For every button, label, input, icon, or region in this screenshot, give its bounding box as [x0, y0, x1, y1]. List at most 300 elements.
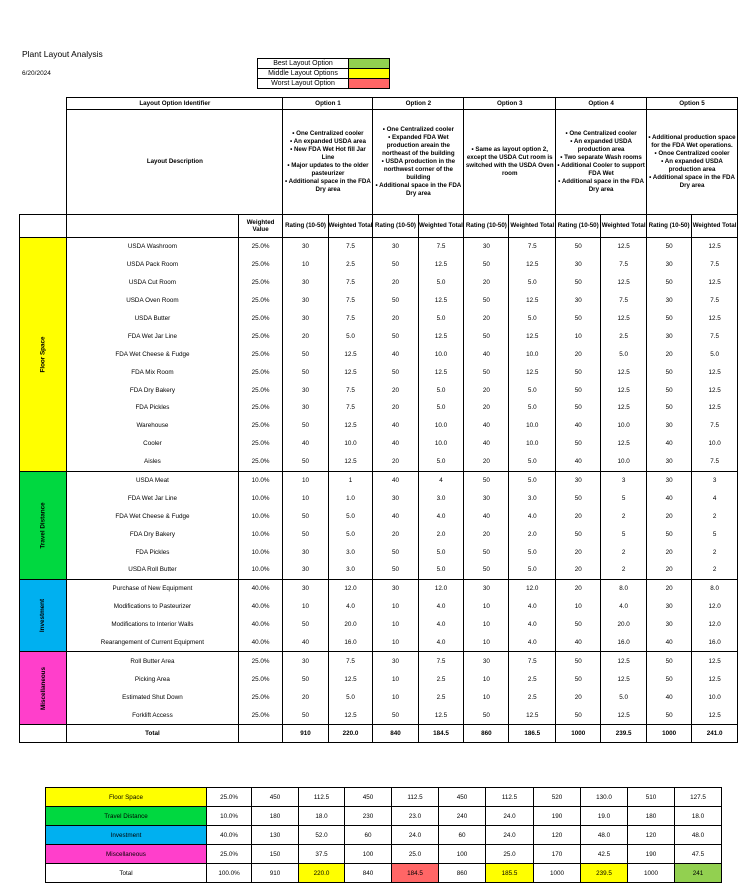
- weighted-total-cell: 10.0: [692, 435, 738, 453]
- rating-cell: 10: [373, 616, 418, 634]
- weighted-total-cell: 5.0: [418, 543, 464, 561]
- rating-cell: 10: [283, 256, 328, 274]
- criteria-row: [20, 363, 738, 381]
- weighted-value: 10.0%: [238, 471, 283, 489]
- weighted-total-header: Weighted Total: [509, 215, 556, 238]
- rating-cell: 10: [464, 634, 509, 652]
- weighted-total-cell: 20.0: [328, 616, 373, 634]
- rating-cell: 50: [556, 238, 601, 256]
- criteria-row: [20, 327, 738, 345]
- weighted-total-cell: 10.0: [509, 435, 556, 453]
- weighted-total-cell: 1.0: [328, 489, 373, 507]
- summary-total-row: [46, 864, 722, 883]
- identifier-header: Layout Option Identifier: [67, 98, 283, 110]
- weighted-total-cell: 12.5: [418, 292, 464, 310]
- rating-header: Rating (10-50): [647, 215, 692, 238]
- weighted-total-header: Weighted Total: [418, 215, 464, 238]
- criteria-row: [20, 598, 738, 616]
- rating-cell: 50: [464, 256, 509, 274]
- weighted-total-cell: 12.5: [601, 274, 647, 292]
- description-line: • One Centralized cooler: [292, 130, 364, 138]
- weighted-total-cell: 12.5: [418, 706, 464, 724]
- weighted-total-cell: 7.5: [692, 256, 738, 274]
- summary-total-cell: 1000: [628, 864, 675, 883]
- rating-cell: 30: [556, 471, 601, 489]
- weighted-total-cell: 5.0: [418, 381, 464, 399]
- weighted-total-cell: 5.0: [418, 274, 464, 292]
- rating-cell: 50: [283, 417, 328, 435]
- rating-cell: 30: [283, 543, 328, 561]
- weighted-total-cell: 2: [601, 507, 647, 525]
- weighted-total-cell: 2.5: [418, 688, 464, 706]
- criteria-row: [20, 471, 738, 489]
- description-line: • Additional space in the FDA Dry area: [649, 173, 735, 189]
- summary-cell: 37.5: [299, 845, 345, 864]
- rating-cell: 10: [464, 616, 509, 634]
- criteria-label: FDA Mix Room: [67, 363, 238, 381]
- criteria-label: FDA Dry Bakery: [67, 381, 238, 399]
- rating-cell: 10: [283, 471, 328, 489]
- weighted-total-cell: 10.0: [692, 688, 738, 706]
- weighted-total-cell: 7.5: [328, 238, 373, 256]
- summary-cell: 180: [628, 807, 675, 826]
- weighted-total-header: Weighted Total: [692, 215, 738, 238]
- weighted-total-cell: 3: [692, 471, 738, 489]
- weighted-total-cell: 2: [692, 543, 738, 561]
- weighted-total-cell: 12.5: [509, 256, 556, 274]
- criteria-row: [20, 435, 738, 453]
- weighted-total-cell: 16.0: [328, 634, 373, 652]
- weighted-total-cell: 7.5: [418, 238, 464, 256]
- report-date: 6/20/2024: [22, 70, 51, 77]
- summary-cell: 60: [439, 826, 486, 845]
- rating-cell: 30: [647, 417, 692, 435]
- rating-cell: 50: [464, 292, 509, 310]
- weighted-total-cell: 10.0: [601, 417, 647, 435]
- weighted-total-cell: 7.5: [692, 417, 738, 435]
- rating-cell: 50: [556, 435, 601, 453]
- criteria-label: FDA Wet Jar Line: [67, 489, 238, 507]
- weighted-total-cell: 8.0: [692, 579, 738, 597]
- rating-cell: 30: [647, 256, 692, 274]
- rating-cell: 20: [373, 274, 418, 292]
- rating-cell: 20: [556, 579, 601, 597]
- weighted-total-cell: 5.0: [328, 688, 373, 706]
- summary-total-weight: 100.0%: [207, 864, 252, 883]
- summary-total-cell: 184.5: [392, 864, 439, 883]
- criteria-row: [20, 652, 738, 670]
- weighted-value: 25.0%: [238, 327, 283, 345]
- weighted-total-cell: 7.5: [328, 652, 373, 670]
- rating-cell: 50: [556, 381, 601, 399]
- weighted-value: 40.0%: [238, 616, 283, 634]
- weighted-value: 25.0%: [238, 435, 283, 453]
- rating-cell: 50: [373, 256, 418, 274]
- weighted-total-cell: 10.0: [601, 453, 647, 471]
- description-line: • Expanded FDA Wet production areain the northeast of the building: [382, 134, 455, 158]
- rating-cell: 20: [556, 543, 601, 561]
- weighted-value-header: Weighted Value: [238, 215, 283, 238]
- rating-cell: 40: [647, 435, 692, 453]
- rating-cell: 10: [373, 670, 418, 688]
- summary-cell: 180: [252, 807, 299, 826]
- rating-cell: 50: [556, 670, 601, 688]
- weighted-value: 25.0%: [238, 238, 283, 256]
- criteria-row: [20, 507, 738, 525]
- weighted-total-cell: 12.5: [509, 363, 556, 381]
- total-cell: 1000: [647, 725, 692, 743]
- rating-cell: 40: [464, 417, 509, 435]
- criteria-row: [20, 543, 738, 561]
- weighted-total-cell: 5.0: [509, 274, 556, 292]
- weighted-total-cell: 5.0: [509, 561, 556, 579]
- summary-category: Travel Distance: [46, 807, 207, 826]
- summary-category: Miscellaneous: [46, 845, 207, 864]
- rating-cell: 20: [464, 274, 509, 292]
- legend-swatch-best: [349, 59, 390, 69]
- description-line: • USDA production in the northwest corner of the building: [381, 158, 456, 181]
- weighted-total-cell: 4: [692, 489, 738, 507]
- header-row: [20, 98, 738, 110]
- option-header: Option 2: [373, 98, 464, 110]
- rating-cell: 30: [556, 292, 601, 310]
- criteria-row: [20, 399, 738, 417]
- rating-cell: 50: [647, 399, 692, 417]
- rating-cell: 50: [283, 345, 328, 363]
- page-title: Plant Layout Analysis: [22, 49, 103, 59]
- rating-cell: 20: [647, 345, 692, 363]
- rating-cell: 50: [283, 363, 328, 381]
- option-description: [647, 110, 738, 215]
- rating-cell: 30: [464, 489, 509, 507]
- summary-total-cell: 185.5: [486, 864, 534, 883]
- description-line: • An expanded USDA production area: [570, 138, 632, 154]
- rating-cell: 40: [373, 345, 418, 363]
- criteria-label: FDA Wet Jar Line: [67, 327, 238, 345]
- rating-cell: 10: [464, 688, 509, 706]
- option-description: [373, 110, 464, 215]
- rating-cell: 10: [373, 688, 418, 706]
- summary-cell: 190: [534, 807, 581, 826]
- rating-cell: 50: [283, 706, 328, 724]
- category-label: [20, 579, 67, 652]
- summary-total-cell: 241: [675, 864, 722, 883]
- summary-total-cell: 1000: [534, 864, 581, 883]
- weighted-total-cell: 20.0: [601, 616, 647, 634]
- summary-cell: 47.5: [675, 845, 722, 864]
- weighted-value: 25.0%: [238, 417, 283, 435]
- description-line: • An expanded USDA area: [289, 138, 366, 146]
- weighted-total-cell: 5.0: [509, 453, 556, 471]
- weighted-total-cell: 2.5: [601, 327, 647, 345]
- option-description: [556, 110, 647, 215]
- criteria-label: USDA Washroom: [67, 238, 238, 256]
- rating-cell: 30: [283, 561, 328, 579]
- weighted-total-cell: 5: [601, 489, 647, 507]
- rating-cell: 20: [647, 561, 692, 579]
- weighted-total-cell: 12.5: [418, 327, 464, 345]
- rating-header: Rating (10-50): [464, 215, 509, 238]
- weighted-total-cell: 12.5: [692, 652, 738, 670]
- summary-cell: 450: [345, 788, 392, 807]
- rating-cell: 20: [464, 399, 509, 417]
- weighted-total-cell: 4.0: [601, 598, 647, 616]
- option-header: Option 5: [647, 98, 738, 110]
- option-header: Option 4: [556, 98, 647, 110]
- rating-cell: 30: [647, 292, 692, 310]
- summary-row: [46, 807, 722, 826]
- rating-cell: 40: [373, 507, 418, 525]
- criteria-row: [20, 616, 738, 634]
- rating-cell: 10: [464, 670, 509, 688]
- rating-cell: 50: [464, 706, 509, 724]
- weighted-total-cell: 12.5: [328, 670, 373, 688]
- criteria-row: [20, 292, 738, 310]
- summary-cell: 52.0: [299, 826, 345, 845]
- rating-cell: 50: [647, 238, 692, 256]
- weighted-total-cell: 12.5: [509, 327, 556, 345]
- summary-cell: 24.0: [486, 826, 534, 845]
- weighted-total-cell: 1: [328, 471, 373, 489]
- rating-cell: 10: [464, 598, 509, 616]
- rating-cell: 50: [647, 652, 692, 670]
- summary-cell: 170: [534, 845, 581, 864]
- description-line: • New FDA Wet Hot fill Jar Line: [290, 146, 366, 162]
- weighted-total-cell: 12.0: [328, 579, 373, 597]
- summary-cell: 60: [345, 826, 392, 845]
- weighted-total-cell: 12.0: [418, 579, 464, 597]
- weighted-total-cell: 12.5: [692, 310, 738, 328]
- rating-cell: 50: [464, 561, 509, 579]
- option-description: [283, 110, 373, 215]
- criteria-row: [20, 238, 738, 256]
- weighted-total-cell: 5.0: [328, 327, 373, 345]
- rating-cell: 20: [373, 453, 418, 471]
- weighted-total-cell: 12.5: [601, 399, 647, 417]
- rating-cell: 20: [647, 543, 692, 561]
- summary-table: [45, 787, 722, 883]
- criteria-label: USDA Cut Room: [67, 274, 238, 292]
- weighted-total-cell: 12.5: [601, 310, 647, 328]
- rating-cell: 30: [647, 616, 692, 634]
- criteria-row: [20, 688, 738, 706]
- description-line: • Major updates to the older pasteurizer: [287, 162, 369, 177]
- rating-cell: 30: [283, 292, 328, 310]
- weighted-total-cell: 12.0: [509, 579, 556, 597]
- summary-cell: 190: [628, 845, 675, 864]
- weighted-total-cell: 4.0: [328, 598, 373, 616]
- criteria-label: USDA Oven Room: [67, 292, 238, 310]
- criteria-label: Roll Butter Area: [67, 652, 238, 670]
- description-line: • Additional space in the FDA Dry area: [375, 181, 462, 197]
- legend-label: Best Layout Option: [258, 59, 349, 69]
- summary-total-cell: 239.5: [581, 864, 628, 883]
- weighted-value: 25.0%: [238, 706, 283, 724]
- weighted-total-cell: 12.5: [328, 453, 373, 471]
- weighted-value: 25.0%: [238, 381, 283, 399]
- weighted-total-cell: 12.5: [509, 292, 556, 310]
- description-line: • Onoe Centralized cooler: [654, 150, 730, 158]
- total-cell: 220.0: [328, 725, 373, 743]
- summary-cell: 150: [252, 845, 299, 864]
- rating-cell: 50: [556, 310, 601, 328]
- weighted-total-cell: 5: [601, 525, 647, 543]
- layout-analysis-table: [19, 97, 738, 743]
- summary-cell: 25.0: [486, 845, 534, 864]
- rating-cell: 50: [464, 327, 509, 345]
- weighted-total-cell: 2: [692, 507, 738, 525]
- summary-cell: 19.0: [581, 807, 628, 826]
- criteria-label: Estimated Shut Down: [67, 688, 238, 706]
- criteria-row: [20, 670, 738, 688]
- summary-row: [46, 826, 722, 845]
- rating-cell: 50: [556, 525, 601, 543]
- weighted-total-cell: 2.0: [509, 525, 556, 543]
- weighted-total-cell: 7.5: [692, 292, 738, 310]
- rating-cell: 30: [283, 274, 328, 292]
- description-line: • Additional Cooler to support FDA Wet: [557, 162, 645, 177]
- description-line: • One Centralized cooler: [565, 130, 637, 138]
- legend-label: Worst Layout Option: [258, 79, 349, 89]
- weighted-total-header: Weighted Total: [328, 215, 373, 238]
- weighted-total-cell: 12.5: [601, 652, 647, 670]
- rating-cell: 30: [556, 256, 601, 274]
- criteria-label: USDA Meat: [67, 471, 238, 489]
- rating-header: Rating (10-50): [283, 215, 328, 238]
- rating-cell: 50: [556, 652, 601, 670]
- criteria-label: Warehouse: [67, 417, 238, 435]
- summary-cell: 48.0: [581, 826, 628, 845]
- rating-cell: 20: [283, 688, 328, 706]
- rating-cell: 20: [464, 525, 509, 543]
- weighted-total-cell: 5.0: [601, 345, 647, 363]
- summary-row: [46, 845, 722, 864]
- weighted-total-cell: 7.5: [328, 399, 373, 417]
- weighted-total-cell: 4: [418, 471, 464, 489]
- total-cell: 184.5: [418, 725, 464, 743]
- summary-total-cell: 840: [345, 864, 392, 883]
- weighted-total-cell: 5.0: [601, 688, 647, 706]
- rating-cell: 20: [556, 688, 601, 706]
- rating-cell: 10: [373, 598, 418, 616]
- criteria-row: [20, 453, 738, 471]
- description-line: • Additional production space for the FDA Wet operations.: [648, 134, 736, 150]
- legend-swatch-worst: [349, 79, 390, 89]
- weighted-total-cell: 3.0: [509, 489, 556, 507]
- rating-cell: 50: [373, 706, 418, 724]
- rating-cell: 10: [373, 634, 418, 652]
- criteria-label: Forklift Access: [67, 706, 238, 724]
- rating-cell: 50: [373, 363, 418, 381]
- rating-cell: 40: [556, 453, 601, 471]
- weighted-total-cell: 2.5: [509, 688, 556, 706]
- option-header: Option 3: [464, 98, 556, 110]
- summary-cell: 42.5: [581, 845, 628, 864]
- rating-cell: 40: [647, 489, 692, 507]
- weighted-total-cell: 5.0: [509, 543, 556, 561]
- category-name: Miscellaneous: [39, 666, 47, 710]
- total-cell: 186.5: [509, 725, 556, 743]
- criteria-label: USDA Roll Butter: [67, 561, 238, 579]
- rating-cell: 30: [373, 238, 418, 256]
- weighted-total-cell: 3.0: [328, 561, 373, 579]
- criteria-row: [20, 706, 738, 724]
- rating-cell: 20: [647, 579, 692, 597]
- rating-cell: 30: [283, 399, 328, 417]
- weighted-total-header: Weighted Total: [601, 215, 647, 238]
- weighted-total-cell: 4.0: [509, 616, 556, 634]
- criteria-label: Aisles: [67, 453, 238, 471]
- criteria-label: USDA Pack Room: [67, 256, 238, 274]
- rating-cell: 30: [283, 310, 328, 328]
- summary-cell: 230: [345, 807, 392, 826]
- summary-weight: 10.0%: [207, 807, 252, 826]
- summary-cell: 240: [439, 807, 486, 826]
- weighted-value: 25.0%: [238, 363, 283, 381]
- weighted-total-cell: 10.0: [418, 417, 464, 435]
- rating-cell: 30: [647, 471, 692, 489]
- summary-cell: 120: [534, 826, 581, 845]
- weighted-value: 40.0%: [238, 598, 283, 616]
- rating-cell: 10: [283, 489, 328, 507]
- weighted-value: 10.0%: [238, 543, 283, 561]
- weighted-total-cell: 4.0: [418, 616, 464, 634]
- weighted-value: 25.0%: [238, 345, 283, 363]
- rating-cell: 50: [283, 525, 328, 543]
- rating-cell: 50: [647, 363, 692, 381]
- weighted-total-cell: 16.0: [692, 634, 738, 652]
- rating-cell: 30: [373, 579, 418, 597]
- summary-cell: 112.5: [392, 788, 439, 807]
- weighted-total-cell: 12.5: [601, 238, 647, 256]
- rating-cell: 50: [373, 327, 418, 345]
- rating-cell: 20: [373, 399, 418, 417]
- rating-cell: 50: [283, 670, 328, 688]
- rating-cell: 50: [647, 525, 692, 543]
- weighted-total-cell: 2.5: [509, 670, 556, 688]
- criteria-label: Modifications to Interior Walls: [67, 616, 238, 634]
- rating-cell: 30: [647, 598, 692, 616]
- weighted-total-cell: 7.5: [601, 256, 647, 274]
- weighted-total-cell: 12.5: [328, 345, 373, 363]
- summary-weight: 25.0%: [207, 845, 252, 864]
- subheader-row: [20, 215, 738, 238]
- weighted-total-cell: 5.0: [509, 399, 556, 417]
- summary-cell: 48.0: [675, 826, 722, 845]
- rating-cell: 50: [464, 471, 509, 489]
- weighted-total-cell: 4.0: [509, 598, 556, 616]
- weighted-total-cell: 7.5: [328, 292, 373, 310]
- summary-total-cell: 220.0: [299, 864, 345, 883]
- total-cell: 860: [464, 725, 509, 743]
- summary-cell: 130: [252, 826, 299, 845]
- rating-cell: 50: [647, 670, 692, 688]
- legend: [257, 58, 390, 89]
- description-line: • An expanded USDA production area: [661, 158, 723, 173]
- criteria-label: Modifications to Pasteurizer: [67, 598, 238, 616]
- rating-cell: 10: [283, 598, 328, 616]
- weighted-total-cell: 4.0: [418, 598, 464, 616]
- criteria-label: USDA Butter: [67, 310, 238, 328]
- rating-cell: 30: [283, 238, 328, 256]
- rating-cell: 30: [647, 453, 692, 471]
- weighted-total-cell: 7.5: [328, 381, 373, 399]
- rating-cell: 10: [556, 327, 601, 345]
- weighted-total-cell: 4.0: [509, 507, 556, 525]
- criteria-row: [20, 345, 738, 363]
- rating-cell: 50: [373, 543, 418, 561]
- criteria-label: FDA Pickles: [67, 399, 238, 417]
